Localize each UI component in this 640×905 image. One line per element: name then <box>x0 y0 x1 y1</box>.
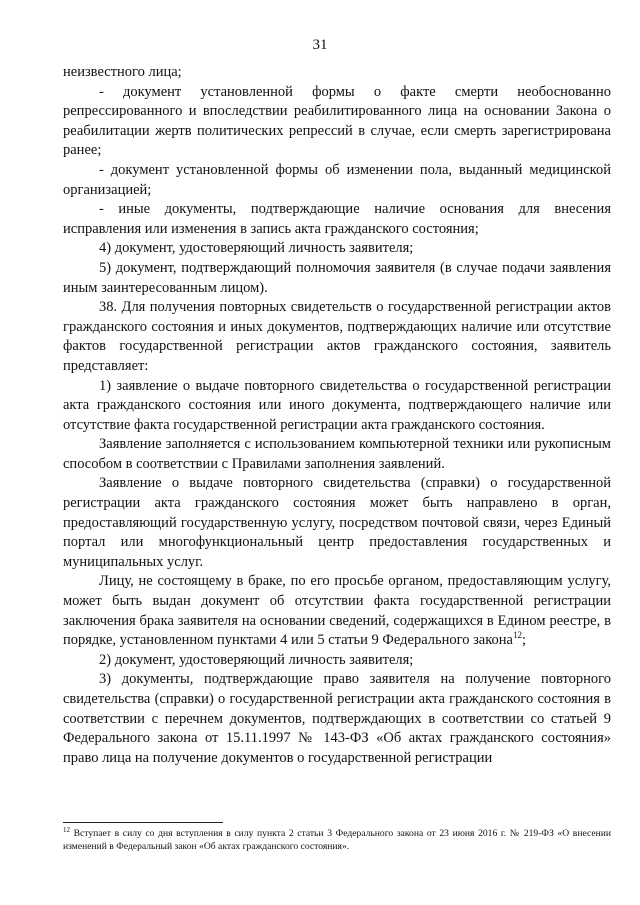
paragraph-with-footnote-ref <box>63 572 611 650</box>
paragraph: 3) документы, подтверждающие право заявителя на получение повторного свидетельства (справки) о государственной регистрации акта гражданского состояния в соответствии с перечнем документов, подтверждающих в соответствии со статьей 9 Федерального закона от 15.11.1997 № 143-ФЗ «Об актах гражданского состояния» право лица на получение документов о государственной регистрации <box>63 671 611 766</box>
paragraph-text: Лицу, не состоящему в браке, по его просьбе органом, предоставляющим услугу, может быть выдан документ об отсутствии факта государственной регистрации заключения брака заявителя на основании сведений, содержащихся в Едином реестре, в порядке, установленном пунктами 4 или 5 статьи 9 Федерального закона <box>63 573 611 649</box>
paragraph: Заявление заполняется с использованием компьютерной техники или рукописным способом в соответствии с Правилами заполнения заявлений. <box>63 436 611 472</box>
body-text <box>63 63 611 768</box>
paragraph: Заявление о выдаче повторного свидетельства (справки) о государственной регистрации акта гражданского состояния может быть направлено в орган, предоставляющий государственную услугу, посредством почтовой связи, через Единый портал или многофункциональный центр предоставления государственных и муниципальных услуг. <box>63 475 611 570</box>
footnote-mark: 12 <box>63 825 70 834</box>
paragraph-end-punctuation: ; <box>522 632 527 649</box>
footnote-reference: 12 <box>513 630 522 641</box>
footnote <box>63 827 611 853</box>
paragraph: - документ установленной формы об изменении пола, выданный медицинской организацией; <box>63 161 611 198</box>
paragraph: 1) заявление о выдаче повторного свидетельства о государственной регистрации акта гражданского состояния или иного документа, подтверждающего наличие или отсутствие факта государственной регистрации акта гражданского состояния. <box>63 377 611 433</box>
paragraph: - документ установленной формы о факте смерти необоснованно репрессированного и впоследствии реабилитированного лица на основании Закона о реабилитации жертв политических репрессий в случае, если смерть зарегистрирована ранее; <box>63 83 611 159</box>
paragraph: 38. Для получения повторных свидетельств о государственной регистрации актов гражданского состояния и иных документов, подтверждающих наличие или отсутствие фактов государственной регистрации актов гражданского состояния, заявитель представляет: <box>63 299 611 374</box>
footnote-divider <box>63 822 223 823</box>
footnote-text: Вступает в силу со дня вступления в силу пункта 2 статьи 3 Федерального закона от 23 июня 2016 г. № 219-ФЗ «О внесении изменений в Федеральный закон «Об актах гражданского состояния». <box>63 828 611 852</box>
page-number: 31 <box>312 37 328 53</box>
paragraph: - иные документы, подтверждающие наличие основания для внесения исправления или изменения в запись акта гражданского состояния; <box>63 201 611 237</box>
paragraph: 5) документ, подтверждающий полномочия заявителя (в случае подачи заявления иным заинтересованным лицом). <box>63 259 611 296</box>
paragraph: 2) документ, удостоверяющий личность заявителя; <box>99 651 414 668</box>
paragraph: неизвестного лица; <box>63 64 182 80</box>
paragraph: 4) документ, удостоверяющий личность заявителя; <box>99 240 414 257</box>
